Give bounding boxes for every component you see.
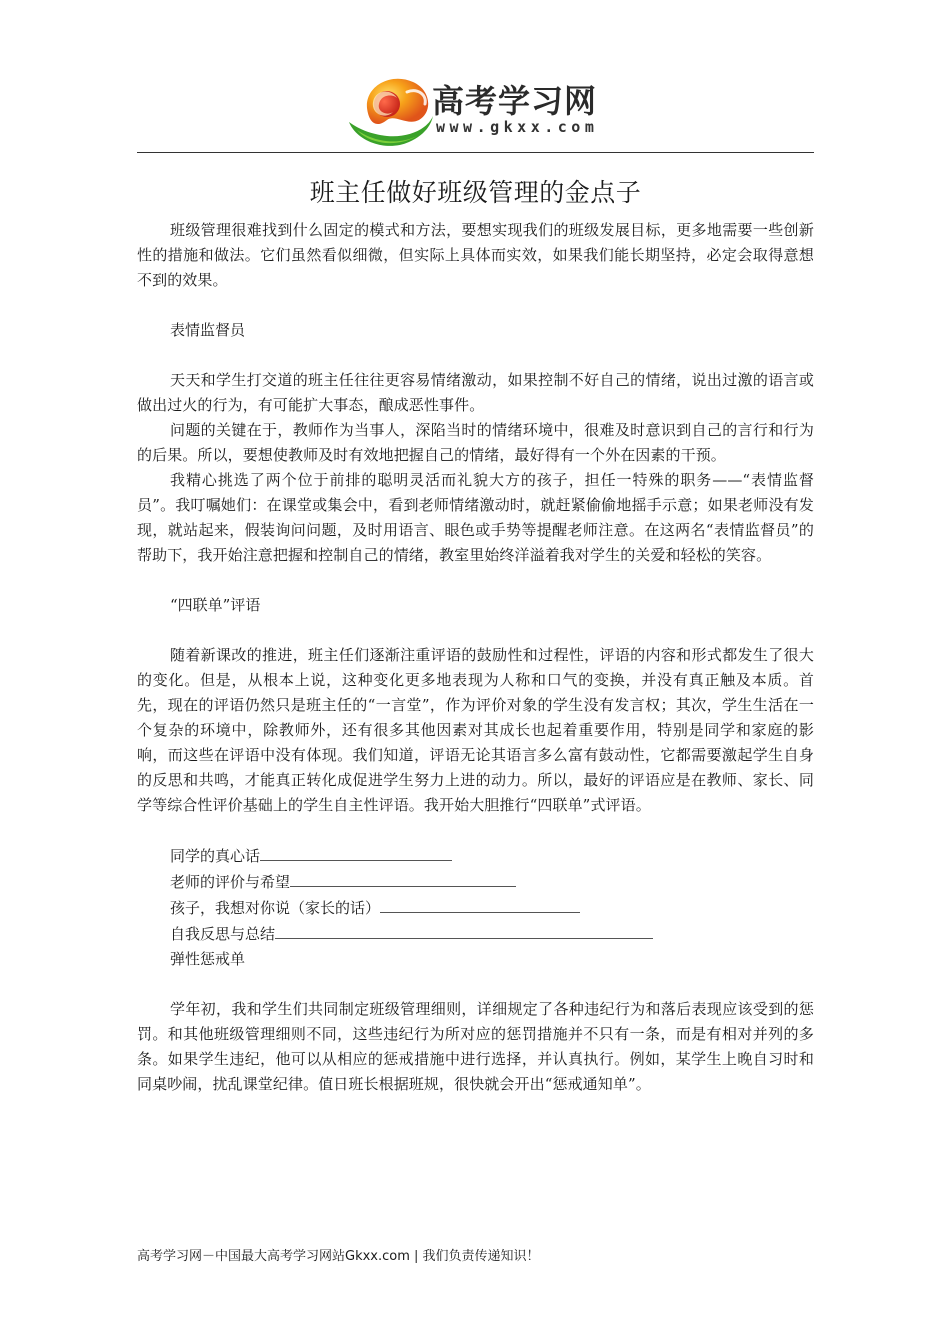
logo-url: www.gkxx.com: [436, 118, 599, 136]
form-line-label: 老师的评价与希望: [170, 873, 291, 891]
form-line: [137, 843, 814, 869]
section-paragraph: 我精心挑选了两个位于前排的聪明灵活而礼貌大方的孩子，担任一特殊的职务——“表情监督员”。我叮嘱她们：在课堂或集会中，看到老师情绪激动时，就赶紧偷偷地摇手示意；如果老师没有发现，就站起来，假装询问问题，及时用语言、眼色或手势等提醒老师注意。在这两名“表情监督员”的帮助下，我开始注意把握和控制自己的情绪，教室里始终洋溢着我对学生的关爱和轻松的笑容。: [137, 471, 814, 564]
form-line-label: 孩子，我想对你说（家长的话）: [170, 899, 381, 917]
section-heading: 弹性惩戒单: [170, 950, 246, 968]
form-line-label: 自我反思与总结: [170, 925, 276, 943]
form-line-blank: [260, 843, 452, 861]
form-line-blank: [275, 921, 653, 939]
intro-paragraph: 班级管理很难找到什么固定的模式和方法，要想实现我们的班级发展目标，更多地需要一些创新性的措施和做法。它们虽然看似细微，但实际上具体而实效，如果我们能长期坚持，必定会取得意想不到的效果。: [137, 221, 814, 289]
section-paragraph: 随着新课改的推进，班主任们逐渐注重评语的鼓励性和过程性，评语的内容和形式都发生了很大的变化。但是，从根本上说，这种变化更多地表现为人称和口气的变换，并没有真正触及本质。首先，现在的评语仍然只是班主任的“一言堂”，作为评价对象的学生没有发言权；其次，学生生活在一个复杂的环境中，除教师外，还有很多其他因素对其成长也起着重要作用，特别是同学和家庭的影响，而这些在评语中没有体现。我们知道，评语无论其语言多么富有鼓动性，它都需要激起学生自身的反思和共鸣，才能真正转化成促进学生努力上进的动力。所以，最好的评语应是在教师、家长、同学等综合性评价基础上的学生自主性评语。我开始大胆推行“四联单”式评语。: [137, 646, 814, 814]
section-paragraph: 天天和学生打交道的班主任往往更容易情绪激动，如果控制不好自己的情绪，说出过激的语言或做出过火的行为，有可能扩大事态，酿成恶性事件。: [137, 371, 814, 414]
form-line: [137, 895, 814, 921]
footer-site-link[interactable]: Gkxx.com: [345, 1249, 410, 1264]
form-line: [137, 921, 814, 947]
logo-title: 高考学习网: [432, 82, 598, 120]
article-body: [137, 176, 814, 1097]
section-paragraph: 学年初，我和学生们共同制定班级管理细则，详细规定了各种违纪行为和落后表现应该受到的惩罚。和其他班级管理细则不同，这些违纪行为所对应的惩罚措施并不只有一条，而是有相对并列的多条。如果学生违纪，他可以从相应的惩戒措施中进行选择，并认真执行。例如，某学生上晚自习时和同桌吵闹，扰乱课堂纪律。值日班长根据班规，很快就会开出“惩戒通知单”。: [137, 1000, 814, 1093]
form-line-blank: [380, 895, 580, 913]
form-line: [137, 869, 814, 895]
footer-prefix: 高考学习网－中国最大高考学习网站: [137, 1249, 346, 1264]
form-line-label: 同学的真心话: [170, 847, 261, 865]
header-divider: [137, 152, 814, 153]
logo-icon: [347, 68, 437, 152]
section-heading: 表情监督员: [170, 321, 246, 339]
page-header: [0, 0, 950, 160]
article-title: 班主任做好班级管理的金点子: [309, 178, 642, 207]
section-paragraph: 问题的关键在于，教师作为当事人，深陷当时的情绪环境中，很难及时意识到自己的言行和行为的后果。所以，要想使教师及时有效地把握自己的情绪，最好得有一个外在因素的干预。: [137, 421, 814, 464]
footer-suffix: | 我们负责传递知识！: [409, 1249, 540, 1264]
section-heading: “四联单”评语: [170, 596, 261, 614]
form-line-blank: [290, 869, 516, 887]
page-footer: [137, 1248, 814, 1266]
